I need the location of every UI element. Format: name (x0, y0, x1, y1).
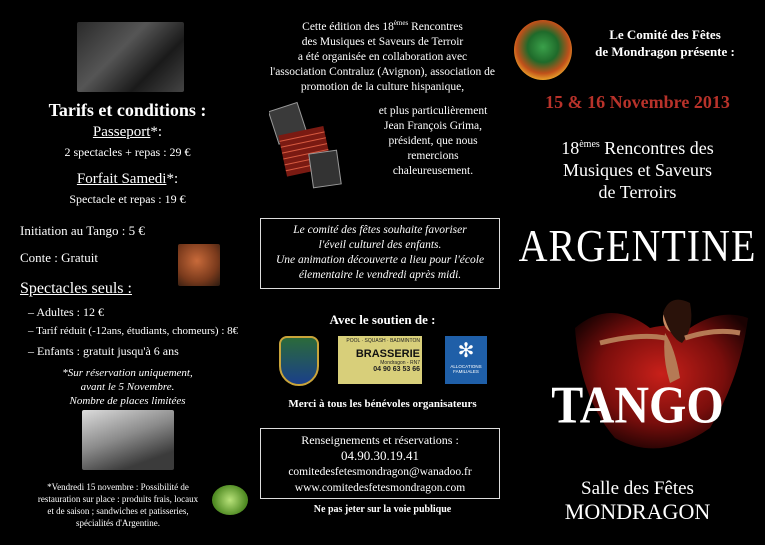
bandoneon-image (269, 100, 344, 195)
middle-panel (255, 0, 510, 545)
kids-line-3: Une animation découverte a lieu pour l'école (275, 254, 485, 266)
info-phone: 04.90.30.19.41 (341, 448, 419, 463)
reduit-line: – Tarif réduit (-12ans, étudiants, chomeurs) : 8€ (28, 325, 239, 337)
collab-line-5: promotion de la culture hispanique, (300, 80, 465, 93)
country-title: ARGENTINE (518, 219, 757, 272)
collab-sup: èmes (393, 19, 409, 27)
info-email: comitedesfetesmondragon@wanadoo.fr (288, 466, 472, 478)
mondragon-crest-logo (279, 336, 319, 386)
collab-line-1 (255, 16, 510, 35)
brasserie-logo (338, 336, 422, 384)
kids-line-2: l'éveil culturel des enfants. (318, 239, 442, 251)
kids-line-4: élementaire le vendredi après midi. (298, 269, 462, 281)
rencontres-title (510, 134, 765, 203)
adultes-text: Adultes : 12 € (36, 305, 105, 319)
collab-line-4: l'association Contraluz (Avignon), association de (269, 65, 496, 78)
caf-logo (445, 336, 487, 384)
reservation-note-1: *Sur réservation uniquement, (62, 367, 193, 379)
info-box (260, 428, 500, 499)
conte-line: Conte : Gratuit (20, 250, 98, 265)
tango-shoes-photo (82, 410, 174, 470)
initiation-line: Initiation au Tango : 5 € (20, 223, 145, 238)
venue-line-1: Salle des Fêtes (581, 478, 694, 499)
right-panel (510, 0, 765, 545)
left-panel (0, 0, 255, 545)
reservation-note-3: Nombre de places limitées (69, 395, 186, 407)
reservation-note-2: avant le 5 Novembre. (80, 381, 175, 393)
brasserie-phone: 04 90 63 53 66 (373, 366, 420, 373)
rencontres-line-1 (510, 134, 765, 159)
no-litter-text: Ne pas jeter sur la voie publique (313, 504, 452, 515)
brasserie-top: POOL · SQUASH · BADMINTON (346, 338, 420, 344)
kids-box (260, 218, 500, 289)
rencontres-line-3: de Terroirs (598, 182, 677, 202)
enfants-line: – Enfants : gratuit jusqu'à 6 ans (28, 344, 179, 358)
rencontres-num: 18 (561, 138, 580, 158)
passeport-label: Passeport (92, 124, 151, 140)
tarifs-title: Tarifs et conditions : (48, 100, 207, 120)
green-logo (212, 485, 248, 515)
thanks-line-1: et plus particulièrement (378, 105, 488, 117)
presents-line-1: Le Comité des Fêtes (609, 27, 721, 42)
event-dates: 15 & 16 Novembre 2013 (545, 92, 730, 112)
dragon-emblem (514, 20, 572, 80)
rencontres-line-2: Musiques et Saveurs (563, 160, 712, 180)
samedi-star: *: (166, 171, 179, 187)
passeport-heading (0, 124, 255, 141)
soutien-title: Avec le soutien de : (329, 312, 436, 327)
presents-line-2: de Mondragon présente : (595, 44, 735, 59)
thanks-line-2: Jean François Grima, (383, 120, 483, 132)
passeport-star: *: (150, 124, 163, 140)
caf-line-2: FAMILIALES (453, 369, 479, 374)
caf-line-1: ALLOCATIONS (450, 364, 482, 369)
footnote-4: spécialités d'Argentine. (76, 518, 160, 528)
collab-line-2: des Musiques et Saveurs de Terroir (301, 35, 464, 48)
rencontres-1: Rencontres des (599, 138, 714, 158)
brasserie-name: BRASSERIE (355, 348, 420, 360)
dance-title: TANGO (551, 376, 724, 435)
band-photo (77, 22, 184, 92)
collab-1a: Cette édition des 18 (302, 20, 394, 33)
caf-snowflake-icon: ✻ (457, 340, 475, 362)
collab-line-3: a été organisée en collaboration avec (297, 50, 468, 63)
benevoles-text: Merci à tous les bénévoles organisateurs (288, 398, 477, 410)
passeport-detail: 2 spectacles + repas : 29 € (64, 145, 191, 159)
footnote-3: et de saison ; sandwiches et patisseries, (47, 506, 189, 516)
info-title: Renseignements et réservations : (301, 433, 459, 447)
samedi-heading (0, 171, 255, 188)
thanks-line-5: chaleureusement. (392, 165, 474, 177)
collab-1b: Rencontres (408, 20, 463, 33)
enfants-text: Enfants : gratuit jusqu'à 6 ans (37, 344, 179, 358)
reservation-note (0, 366, 255, 408)
footnote (28, 481, 208, 529)
thanks-line-3: président, que nous (388, 135, 478, 147)
spectacles-seuls-title: Spectacles seuls : (20, 280, 132, 297)
thanks-text (363, 104, 503, 179)
samedi-detail: Spectacle et repas : 19 € (69, 192, 186, 206)
thanks-line-4: remercions (407, 150, 459, 162)
collaboration-text (255, 16, 510, 95)
presents-text (570, 26, 760, 60)
kids-line-1: Le comité des fêtes souhaite favoriser (293, 224, 467, 236)
footnote-1: *Vendredi 15 novembre : Possibilité de (47, 482, 189, 492)
venue-line-2: MONDRAGON (564, 499, 711, 524)
venue (510, 478, 765, 524)
reduit-text: Tarif réduit (-12ans, étudiants, chomeurs) : 8€ (36, 325, 239, 337)
brasserie-city: Mondragon - RN7 (380, 360, 420, 366)
rencontres-sup: èmes (579, 139, 600, 150)
book-photo (178, 244, 220, 286)
footnote-2: restauration sur place : produits frais, locaux (37, 494, 199, 504)
adultes-line: – Adultes : 12 € (28, 305, 105, 319)
samedi-label: Forfait Samedi (76, 171, 167, 187)
info-web: www.comitedesfetesmondragon.com (294, 482, 466, 494)
